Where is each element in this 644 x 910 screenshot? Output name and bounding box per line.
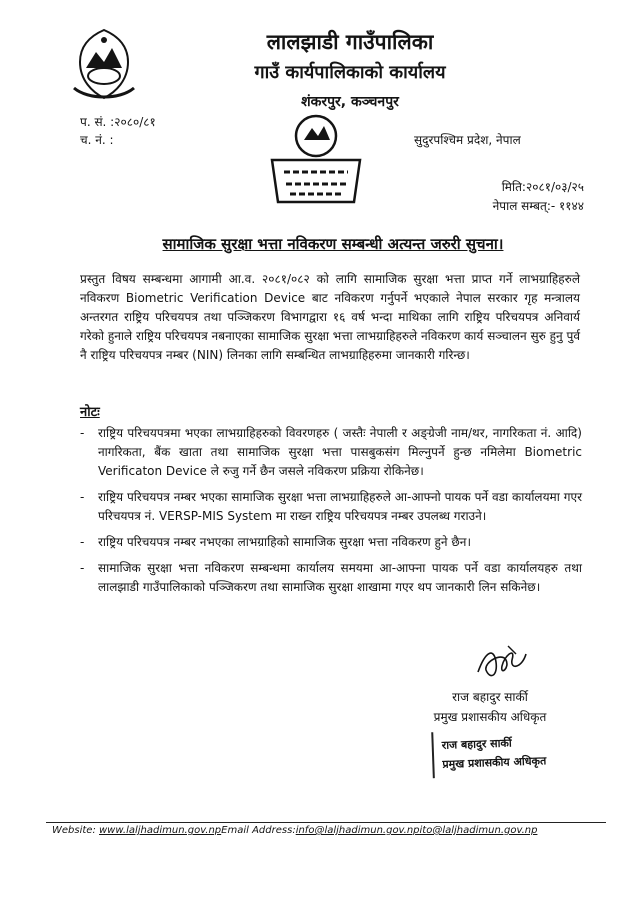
office-address: शंकरपुर, कञ्चनपुर (301, 94, 399, 110)
notice-subject: सामाजिक सुरक्षा भत्ता नविकरण सम्बन्धी अत्यन्त जरुरी सुचना। (162, 235, 504, 253)
website-label: Website: (52, 825, 99, 836)
email-link-info[interactable]: info@laljhadimun.gov.np (295, 825, 420, 836)
signatory-stamp (431, 728, 563, 779)
signature-mark (472, 640, 532, 684)
province-name: सुदुरपश्चिम प्रदेश, नेपाल (414, 133, 521, 147)
signatory-title: प्रमुख प्रशासकीय अधिकृत (433, 710, 547, 724)
letter-number: प. सं. :२०८०/८१ (80, 115, 156, 129)
note-item: - सामाजिक सुरक्षा भत्ता नविकरण सम्बन्धमा कार्यालय समयमा आ-आफ्ना पायक पर्ने वडा कार्यालयहरु तथा लालझाडी गाउँपालिकाको पञ्जिकरण तथा सामाजिक सुरक्षा शाखामा गएर थप जानकारी लिन सकिनेछ। (80, 559, 582, 597)
email-link-ito[interactable]: ito@laljhadimun.gov.np (419, 825, 538, 836)
note-item: - राष्ट्रिय परिचयपत्रमा भएका लाभग्राहिहरुको विवरणहरु ( जस्तैः नेपाली र अङ्ग्रेजी नाम/थर, नागरिकता नं. आदि) नागरिकता, बैंक खाता तथा सामाजिक सुरक्षा भत्ता पासबुकसंग मिल्नुपर्ने हुन्छ नमिलेमा Biometric Verificaton Device ले रुजु गर्ने छैन जसले नविकरण प्रक्रिया रोकिनेछ। (80, 424, 582, 481)
footer-contact (52, 825, 537, 836)
note-heading: नोटः (80, 405, 100, 420)
letter-date: मिति:२०८१/०३/२५ (501, 180, 584, 194)
dispatch-number: च. नं. : (80, 133, 114, 147)
stamp-name: राज बहादुर सार्की (441, 736, 512, 752)
notes-list (80, 424, 582, 604)
org-name: लालझाडी गाउँपालिका (266, 30, 434, 54)
office-name: गाउँ कार्यपालिकाको कार्यालय (254, 62, 446, 83)
nepal-emblem-icon (70, 28, 138, 102)
office-seal-icon (262, 110, 370, 210)
signatory-name: राज बहादुर सार्की (452, 690, 528, 704)
body-paragraph: प्रस्तुत विषय सम्बन्धमा आगामी आ.व. २०८१/०८२ को लागि सामाजिक सुरक्षा भत्ता प्राप्त गर्ने लाभग्राहिहरुले नविकरण Biometric Verification Device बाट नविकरण गर्नुपर्ने भएकाले नेपाल सरकार गृह मन्त्रालय अन्तरगत राष्ट्रिय परिचयपत्र तथा पञ्जिकरण विभागद्वारा १६ वर्ष भन्दा माथिका लागि राष्ट्रिय परिचयपत्र अनिवार्य गरेको हुनाले राष्ट्रिय परिचयपत्र नबनाएका सामाजिक सुरक्षा भत्ता लाभग्राहिहरुले नविकरण कार्य सञ्चालन सुरु हुनु पुर्व नै राष्ट्रिय परिचयपत्र नम्बर (NIN) लिनका लागि सम्बन्धित लाभग्राहिहरुमा जानकारी गरिन्छ। (80, 272, 580, 362)
nepal-era-date: नेपाल सम्बत्:- ११४४ (492, 199, 584, 213)
footer-divider (46, 822, 606, 823)
note-item: - राष्ट्रिय परिचयपत्र नम्बर नभएका लाभग्राहिको सामाजिक सुरक्षा भत्ता नविकरण हुने छैन। (80, 533, 582, 552)
note-item: - राष्ट्रिय परिचयपत्र नम्बर भएका सामाजिक सुरक्षा भत्ता लाभग्राहिहरुले आ-आफ्नो पायक पर्ने वडा कार्यालयमा गएर परिचयपत्र नं. VERSP-MIS System मा राख्न राष्ट्रिय परिचयपत्र नम्बर उपलब्ध गराउने। (80, 488, 582, 526)
stamp-title: प्रमुख प्रशासकीय अधिकृत (442, 754, 547, 771)
email-label: Email Address: (221, 825, 296, 836)
website-link[interactable]: www.laljhadimun.gov.np (99, 825, 222, 836)
